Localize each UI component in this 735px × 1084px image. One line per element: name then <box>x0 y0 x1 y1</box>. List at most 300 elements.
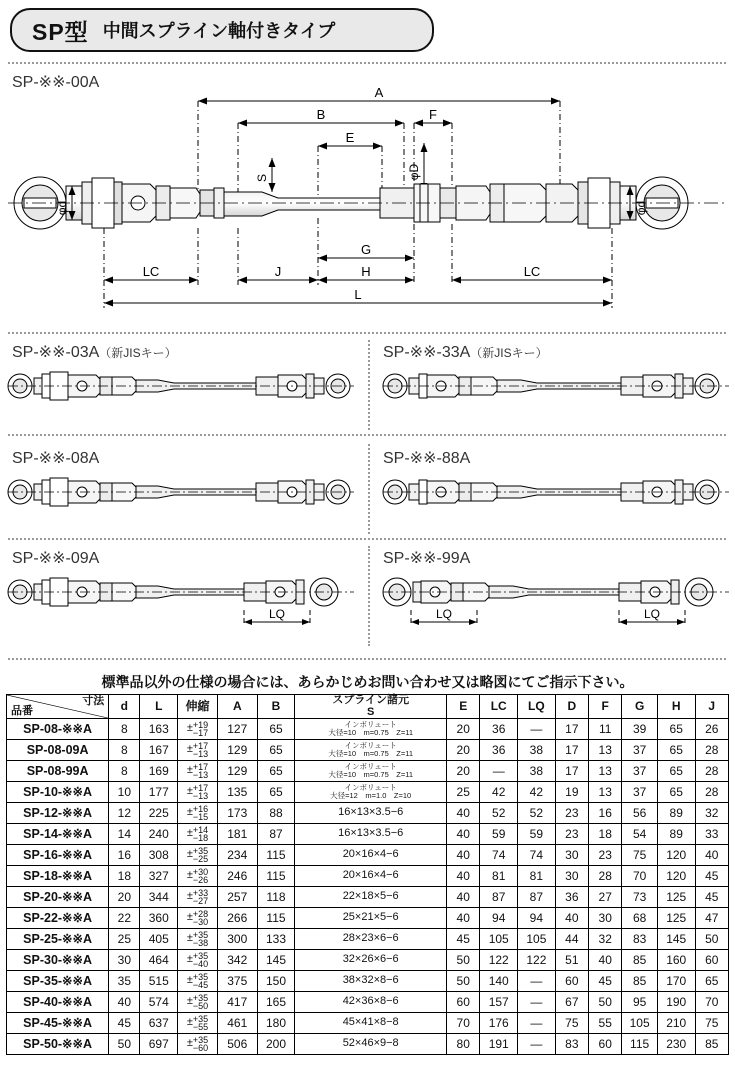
figure-drawing-33a <box>381 364 731 408</box>
page-subtitle: 中間スプライン軸付きタイプ <box>102 21 336 41</box>
cell-model-4: SP-12-※※A <box>7 803 109 824</box>
cell-B-4: 88 <box>257 803 295 824</box>
cell-J-2: 28 <box>695 761 728 782</box>
figure-label-08a <box>12 448 99 468</box>
cell-L-3: 177 <box>140 782 178 803</box>
cell-L-14: 637 <box>140 1013 178 1034</box>
spline-value: インボリュート 大径=10 m=0.75 Z=11 <box>328 762 414 780</box>
cell-H-1: 65 <box>657 740 695 761</box>
cell-B-12: 150 <box>257 971 295 992</box>
cell-LC-12: 140 <box>480 971 518 992</box>
table-row <box>7 761 729 782</box>
cell-spline-13 <box>295 992 447 1013</box>
cell-B-10: 133 <box>257 929 295 950</box>
cell-G-0: 39 <box>622 719 658 740</box>
cell-model-3: SP-10-※※A <box>7 782 109 803</box>
cell-J-14: 75 <box>695 1013 728 1034</box>
cell-stroke-14: ± +35 −55 <box>178 1013 218 1034</box>
cell-spline-2 <box>295 761 447 782</box>
cell-D-0: 17 <box>555 719 588 740</box>
cell-spline-10 <box>295 929 447 950</box>
cell-G-14: 105 <box>622 1013 658 1034</box>
cell-LQ-1: 38 <box>518 740 556 761</box>
cell-J-6: 40 <box>695 845 728 866</box>
cell-spline-15 <box>295 1034 447 1055</box>
spline-value: インボリュート 大径=10 m=0.75 Z=11 <box>328 720 414 738</box>
dim-phiD: φD <box>407 163 421 181</box>
cell-stroke-9: ± +28 −30 <box>178 908 218 929</box>
cell-spline-0 <box>295 719 447 740</box>
stroke-fraction: +35 −40 <box>192 950 209 970</box>
cell-model-9: SP-22-※※A <box>7 908 109 929</box>
cell-spline-14 <box>295 1013 447 1034</box>
cell-LQ-11: 122 <box>518 950 556 971</box>
cell-G-10: 83 <box>622 929 658 950</box>
figure-label-99a-text: SP-※※-99A <box>383 550 471 567</box>
cell-B-1: 65 <box>257 740 295 761</box>
stroke-fraction: +28 −30 <box>192 908 209 928</box>
table-row <box>7 929 729 950</box>
cell-J-13: 70 <box>695 992 728 1013</box>
cell-E-1: 20 <box>447 740 480 761</box>
cell-D-13: 67 <box>555 992 588 1013</box>
cell-J-11: 60 <box>695 950 728 971</box>
cell-L-11: 464 <box>140 950 178 971</box>
cell-B-11: 145 <box>257 950 295 971</box>
table-row <box>7 992 729 1013</box>
divider-vertical-3 <box>368 546 370 646</box>
table-row <box>7 740 729 761</box>
cell-A-15: 506 <box>217 1034 257 1055</box>
cell-J-0: 26 <box>695 719 728 740</box>
cell-d-6: 16 <box>109 845 140 866</box>
cell-model-14: SP-45-※※A <box>7 1013 109 1034</box>
cell-G-8: 73 <box>622 887 658 908</box>
cell-E-3: 25 <box>447 782 480 803</box>
cell-B-14: 180 <box>257 1013 295 1034</box>
cell-d-9: 22 <box>109 908 140 929</box>
cell-B-13: 165 <box>257 992 295 1013</box>
cell-D-1: 17 <box>555 740 588 761</box>
cell-H-2: 65 <box>657 761 695 782</box>
cell-B-2: 65 <box>257 761 295 782</box>
table-row <box>7 803 729 824</box>
spline-value: 28×23×6−6 <box>342 932 399 945</box>
table-row <box>7 1034 729 1055</box>
th-d: d <box>109 695 140 719</box>
cell-D-12: 60 <box>555 971 588 992</box>
cell-LC-2: — <box>480 761 518 782</box>
spline-value: 16×13×3.5−6 <box>338 806 404 819</box>
cell-model-5: SP-14-※※A <box>7 824 109 845</box>
table-row <box>7 908 729 929</box>
cell-A-7: 246 <box>217 866 257 887</box>
cell-F-6: 23 <box>589 845 622 866</box>
cell-G-4: 56 <box>622 803 658 824</box>
cell-F-1: 13 <box>589 740 622 761</box>
divider-4 <box>8 658 726 660</box>
cell-A-2: 129 <box>217 761 257 782</box>
cell-H-5: 89 <box>657 824 695 845</box>
figure-drawing-88a <box>381 470 731 514</box>
cell-L-4: 225 <box>140 803 178 824</box>
cell-stroke-7: ± +30 −26 <box>178 866 218 887</box>
cell-B-15: 200 <box>257 1034 295 1055</box>
cell-H-4: 89 <box>657 803 695 824</box>
figure-drawing-08a <box>6 470 356 514</box>
cell-LQ-8: 87 <box>518 887 556 908</box>
cell-LC-6: 74 <box>480 845 518 866</box>
table-row <box>7 887 729 908</box>
cell-D-9: 40 <box>555 908 588 929</box>
th-stroke: 伸縮 <box>178 695 218 719</box>
cell-L-9: 360 <box>140 908 178 929</box>
cell-D-6: 30 <box>555 845 588 866</box>
cell-D-8: 36 <box>555 887 588 908</box>
cell-stroke-11: ± +35 −40 <box>178 950 218 971</box>
cell-L-1: 167 <box>140 740 178 761</box>
cell-J-9: 47 <box>695 908 728 929</box>
cell-d-12: 35 <box>109 971 140 992</box>
cell-LQ-0: — <box>518 719 556 740</box>
cell-A-8: 257 <box>217 887 257 908</box>
cell-d-15: 50 <box>109 1034 140 1055</box>
cell-L-8: 344 <box>140 887 178 908</box>
figure-label-09a-text: SP-※※-09A <box>12 550 100 567</box>
cell-J-1: 28 <box>695 740 728 761</box>
dim-E: E <box>345 130 355 145</box>
cell-LC-15: 191 <box>480 1034 518 1055</box>
cell-F-9: 30 <box>589 908 622 929</box>
table-corner-header <box>7 695 109 719</box>
cell-G-2: 37 <box>622 761 658 782</box>
cell-LC-5: 59 <box>480 824 518 845</box>
cell-spline-1 <box>295 740 447 761</box>
cell-D-3: 19 <box>555 782 588 803</box>
stroke-fraction: +30 −26 <box>192 866 209 886</box>
main-assembly-drawing <box>0 88 735 323</box>
cell-H-10: 145 <box>657 929 695 950</box>
cell-D-4: 23 <box>555 803 588 824</box>
cell-L-10: 405 <box>140 929 178 950</box>
cell-d-7: 18 <box>109 866 140 887</box>
th-spline-main: スプライン諸元 <box>332 694 410 706</box>
dim-LQ-1: LQ <box>268 607 286 621</box>
corner-part-label: 品番 <box>11 704 33 717</box>
cell-E-10: 45 <box>447 929 480 950</box>
page-header <box>10 8 434 52</box>
cell-E-12: 50 <box>447 971 480 992</box>
cell-L-2: 169 <box>140 761 178 782</box>
cell-model-7: SP-18-※※A <box>7 866 109 887</box>
dim-phid-left: φd <box>55 200 69 216</box>
cell-J-4: 32 <box>695 803 728 824</box>
dim-A: A <box>374 88 384 100</box>
figure-drawing-99a <box>381 570 731 636</box>
cell-J-15: 85 <box>695 1034 728 1055</box>
cell-G-7: 70 <box>622 866 658 887</box>
table-row <box>7 866 729 887</box>
cell-J-5: 33 <box>695 824 728 845</box>
cell-stroke-5: ± +14 −18 <box>178 824 218 845</box>
cell-L-5: 240 <box>140 824 178 845</box>
cell-F-3: 13 <box>589 782 622 803</box>
spline-value: 45×41×8−8 <box>342 1016 399 1029</box>
spline-value: 42×36×8−6 <box>342 995 399 1008</box>
dim-S: S <box>255 173 269 183</box>
cell-H-0: 65 <box>657 719 695 740</box>
dim-H: H <box>361 264 371 279</box>
cell-E-4: 40 <box>447 803 480 824</box>
cell-spline-7 <box>295 866 447 887</box>
figure-note-33a: （新JISキー） <box>470 346 548 360</box>
cell-LQ-7: 81 <box>518 866 556 887</box>
cell-model-10: SP-25-※※A <box>7 929 109 950</box>
table-row <box>7 845 729 866</box>
table-row <box>7 971 729 992</box>
cell-d-0: 8 <box>109 719 140 740</box>
cell-LC-13: 157 <box>480 992 518 1013</box>
dim-F: F <box>429 107 437 122</box>
cell-F-0: 11 <box>589 719 622 740</box>
cell-A-12: 375 <box>217 971 257 992</box>
cell-A-9: 266 <box>217 908 257 929</box>
figure-label-09a <box>12 548 99 568</box>
cell-A-4: 173 <box>217 803 257 824</box>
cell-B-8: 118 <box>257 887 295 908</box>
cell-F-11: 40 <box>589 950 622 971</box>
cell-F-5: 18 <box>589 824 622 845</box>
th-spline-sub: S <box>367 705 375 718</box>
cell-model-12: SP-35-※※A <box>7 971 109 992</box>
cell-E-11: 50 <box>447 950 480 971</box>
cell-G-5: 54 <box>622 824 658 845</box>
cell-E-14: 70 <box>447 1013 480 1034</box>
cell-E-9: 40 <box>447 908 480 929</box>
cell-A-13: 417 <box>217 992 257 1013</box>
cell-spline-8 <box>295 887 447 908</box>
cell-D-14: 75 <box>555 1013 588 1034</box>
cell-stroke-8: ± +33 −27 <box>178 887 218 908</box>
cell-model-13: SP-40-※※A <box>7 992 109 1013</box>
cell-D-11: 51 <box>555 950 588 971</box>
page-title: SP型 <box>32 18 89 45</box>
cell-LQ-14: — <box>518 1013 556 1034</box>
spline-value: インボリュート 大径=12 m=1.0 Z=10 <box>330 783 412 801</box>
cell-G-1: 37 <box>622 740 658 761</box>
stroke-fraction: +35 −45 <box>192 971 209 991</box>
figure-label-33a-text: SP-※※-33A <box>383 344 471 361</box>
cell-L-12: 515 <box>140 971 178 992</box>
cell-E-13: 60 <box>447 992 480 1013</box>
dim-LQ-2: LQ <box>435 607 453 621</box>
cell-stroke-15: ± +35 −60 <box>178 1034 218 1055</box>
dim-LC-right: LC <box>523 264 541 279</box>
cell-LC-8: 87 <box>480 887 518 908</box>
cell-H-3: 65 <box>657 782 695 803</box>
cell-LC-11: 122 <box>480 950 518 971</box>
cell-spline-11 <box>295 950 447 971</box>
cell-LQ-15: — <box>518 1034 556 1055</box>
cell-d-2: 8 <box>109 761 140 782</box>
cell-A-5: 181 <box>217 824 257 845</box>
figure-label-33a <box>383 342 548 362</box>
cell-L-7: 327 <box>140 866 178 887</box>
cell-F-12: 45 <box>589 971 622 992</box>
divider-vertical-1 <box>368 340 370 430</box>
th-LQ: LQ <box>518 695 556 719</box>
th-E: E <box>447 695 480 719</box>
cell-H-7: 120 <box>657 866 695 887</box>
cell-stroke-1: ± +17 −13 <box>178 740 218 761</box>
cell-L-13: 574 <box>140 992 178 1013</box>
spec-table-wrapper <box>6 694 729 1055</box>
cell-G-11: 85 <box>622 950 658 971</box>
cell-d-10: 25 <box>109 929 140 950</box>
cell-stroke-4: ± +16 −15 <box>178 803 218 824</box>
cell-E-2: 20 <box>447 761 480 782</box>
cell-L-0: 163 <box>140 719 178 740</box>
cell-d-14: 45 <box>109 1013 140 1034</box>
spline-value: 22×18×5−6 <box>342 890 399 903</box>
figure-note-03a: （新JISキー） <box>99 346 177 360</box>
table-row <box>7 719 729 740</box>
cell-F-10: 32 <box>589 929 622 950</box>
stroke-fraction: +14 −18 <box>192 824 209 844</box>
cell-G-9: 68 <box>622 908 658 929</box>
cell-stroke-0: ± +19 −17 <box>178 719 218 740</box>
cell-L-6: 308 <box>140 845 178 866</box>
cell-D-10: 44 <box>555 929 588 950</box>
cell-LC-4: 52 <box>480 803 518 824</box>
figure-label-99a <box>383 548 470 568</box>
cell-LC-3: 42 <box>480 782 518 803</box>
divider-2 <box>8 434 726 436</box>
divider-vertical-2 <box>368 444 370 534</box>
th-D: D <box>555 695 588 719</box>
cell-H-14: 210 <box>657 1013 695 1034</box>
cell-LQ-3: 42 <box>518 782 556 803</box>
cell-spline-3 <box>295 782 447 803</box>
cell-H-9: 125 <box>657 908 695 929</box>
cell-B-0: 65 <box>257 719 295 740</box>
cell-A-10: 300 <box>217 929 257 950</box>
stroke-fraction: +35 −50 <box>192 992 209 1012</box>
cell-model-1: SP-08-09A <box>7 740 109 761</box>
cell-G-3: 37 <box>622 782 658 803</box>
cell-model-0: SP-08-※※A <box>7 719 109 740</box>
spline-value: 20×16×4−6 <box>342 848 399 861</box>
figure-label-88a <box>383 448 470 468</box>
cell-B-3: 65 <box>257 782 295 803</box>
cell-model-8: SP-20-※※A <box>7 887 109 908</box>
cell-F-7: 28 <box>589 866 622 887</box>
cell-J-8: 45 <box>695 887 728 908</box>
dim-J: J <box>274 264 282 279</box>
cell-D-7: 30 <box>555 866 588 887</box>
stroke-fraction: +16 −15 <box>192 803 209 823</box>
cell-LQ-9: 94 <box>518 908 556 929</box>
cell-d-1: 8 <box>109 740 140 761</box>
cell-F-14: 55 <box>589 1013 622 1034</box>
cell-spline-5 <box>295 824 447 845</box>
corner-dimension-label: 寸法 <box>82 695 105 707</box>
cell-model-2: SP-08-99A <box>7 761 109 782</box>
cell-F-4: 16 <box>589 803 622 824</box>
figure-label-00a-text: SP-※※-00A <box>12 74 100 91</box>
cell-stroke-6: ± +35 −25 <box>178 845 218 866</box>
stroke-fraction: +33 −27 <box>192 887 209 907</box>
cell-A-6: 234 <box>217 845 257 866</box>
stroke-fraction: +35 −60 <box>192 1034 209 1054</box>
cell-model-6: SP-16-※※A <box>7 845 109 866</box>
cell-H-12: 170 <box>657 971 695 992</box>
th-J: J <box>695 695 728 719</box>
cell-stroke-10: ± +35 −38 <box>178 929 218 950</box>
stroke-fraction: +19 −17 <box>192 719 209 739</box>
th-B: B <box>257 695 295 719</box>
cell-E-15: 80 <box>447 1034 480 1055</box>
cell-D-2: 17 <box>555 761 588 782</box>
cell-LC-9: 94 <box>480 908 518 929</box>
cell-d-8: 20 <box>109 887 140 908</box>
cell-G-6: 75 <box>622 845 658 866</box>
cell-d-3: 10 <box>109 782 140 803</box>
cell-LC-0: 36 <box>480 719 518 740</box>
th-A: A <box>217 695 257 719</box>
cell-LQ-5: 59 <box>518 824 556 845</box>
cell-A-14: 461 <box>217 1013 257 1034</box>
cell-B-9: 115 <box>257 908 295 929</box>
cell-E-5: 40 <box>447 824 480 845</box>
cell-J-3: 28 <box>695 782 728 803</box>
th-G: G <box>622 695 658 719</box>
cell-d-13: 40 <box>109 992 140 1013</box>
notice-text: 標準品以外の仕様の場合には、あらかじめお問い合わせ又は略図にてご指示下さい。 <box>101 674 634 690</box>
cell-A-11: 342 <box>217 950 257 971</box>
cell-LQ-6: 74 <box>518 845 556 866</box>
cell-B-7: 115 <box>257 866 295 887</box>
cell-H-6: 120 <box>657 845 695 866</box>
cell-A-3: 135 <box>217 782 257 803</box>
cell-G-13: 95 <box>622 992 658 1013</box>
table-row <box>7 1013 729 1034</box>
cell-spline-12 <box>295 971 447 992</box>
cell-LC-7: 81 <box>480 866 518 887</box>
cell-D-15: 83 <box>555 1034 588 1055</box>
cell-A-1: 129 <box>217 740 257 761</box>
cell-E-7: 40 <box>447 866 480 887</box>
spline-value: 52×46×9−8 <box>342 1037 399 1050</box>
cell-d-4: 12 <box>109 803 140 824</box>
cell-LQ-10: 105 <box>518 929 556 950</box>
cell-F-2: 13 <box>589 761 622 782</box>
divider-1 <box>8 332 726 334</box>
cell-J-7: 45 <box>695 866 728 887</box>
cell-B-5: 87 <box>257 824 295 845</box>
cell-E-0: 20 <box>447 719 480 740</box>
cell-model-11: SP-30-※※A <box>7 950 109 971</box>
th-H: H <box>657 695 695 719</box>
table-row <box>7 824 729 845</box>
cell-D-5: 23 <box>555 824 588 845</box>
spec-table <box>6 694 729 1055</box>
dim-L: L <box>354 287 362 302</box>
cell-spline-4 <box>295 803 447 824</box>
figure-label-03a-text: SP-※※-03A <box>12 344 100 361</box>
cell-L-15: 697 <box>140 1034 178 1055</box>
cell-stroke-12: ± +35 −45 <box>178 971 218 992</box>
